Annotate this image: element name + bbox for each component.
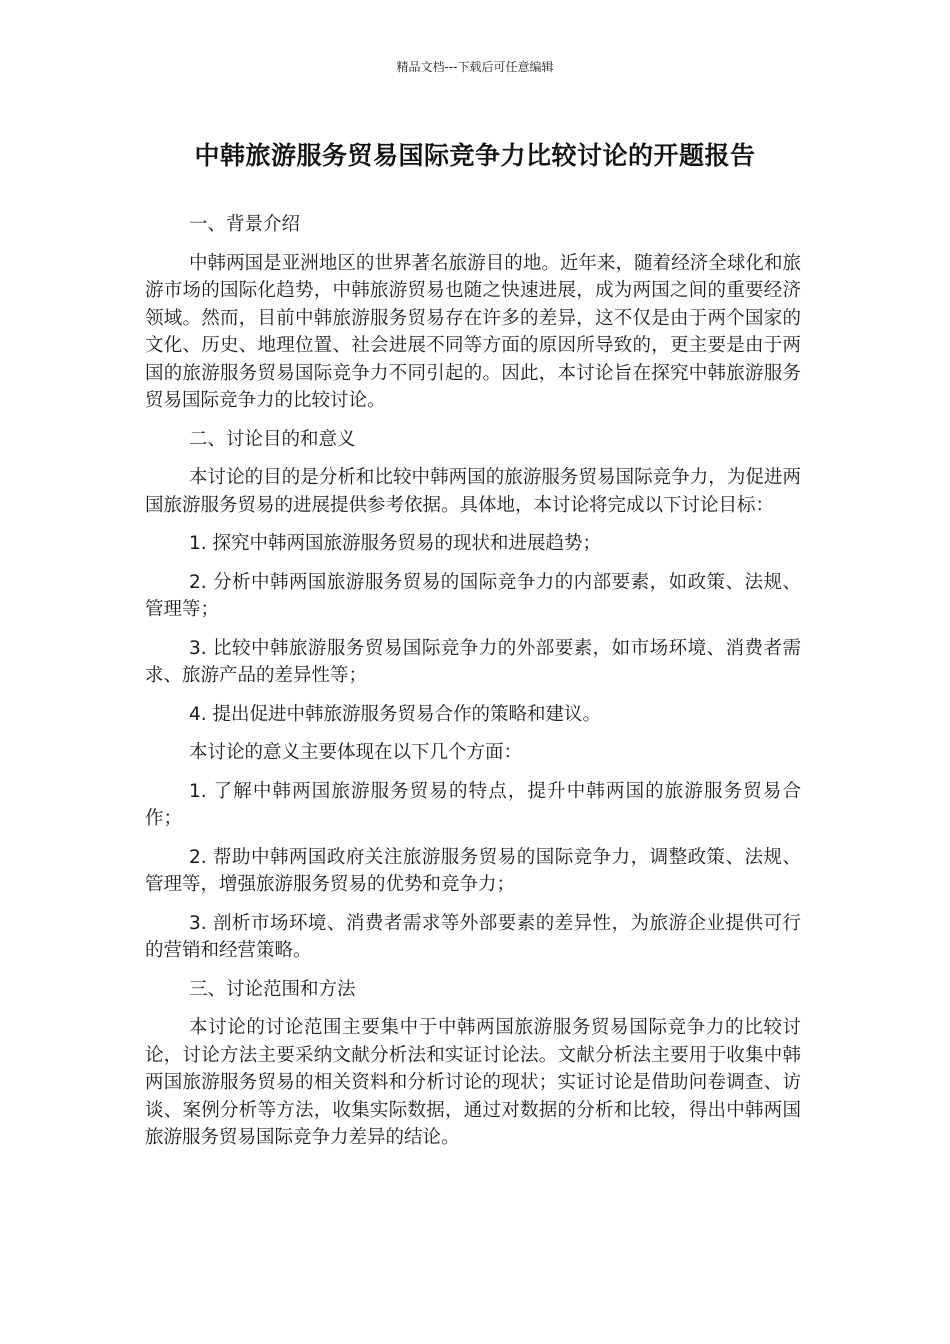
goal-item-2: 2. 分析中韩两国旅游服务贸易的国际竞争力的内部要素，如政策、法规、管理等； (145, 571, 801, 620)
section-heading-purpose: 二、讨论目的和意义 (189, 428, 356, 450)
document-title: 中韩旅游服务贸易国际竞争力比较讨论的开题报告 (194, 141, 756, 170)
section-heading-scope: 三、讨论范围和方法 (189, 978, 356, 1000)
significance-item-1: 1. 了解中韩两国旅游服务贸易的特点，提升中韩两国的旅游服务贸易合作； (145, 780, 801, 829)
goal-item-1: 1. 探究中韩两国旅游服务贸易的现状和进展趋势； (189, 533, 602, 554)
goal-item-4: 4. 提出促进中韩旅游服务贸易合作的策略和建议。 (189, 703, 602, 725)
paragraph-background: 中韩两国是亚洲地区的世界著名旅游目的地。近年来，随着经济全球化和旅游市场的国际化趋势，中韩旅游贸易也随之快速进展，成为两国之间的重要经济领域。然而，目前中韩旅游服务贸易存在许多的差异，这不仅是由于两个国家的文化、历史、地理位置、社会进展不同等方面的原因所导致的，更主要是由于两国的旅游服务贸易国际竞争力不同引起的。因此，本讨论旨在探究中韩旅游服务贸易国际竞争力的比较讨论。 (145, 252, 801, 411)
significance-item-3: 3. 剖析市场环境、消费者需求等外部要素的差异性，为旅游企业提供可行的营销和经营策略。 (145, 912, 801, 961)
paragraph-scope: 本讨论的讨论范围主要集中于中韩两国旅游服务贸易国际竞争力的比较讨论，讨论方法主要采纳文献分析法和实证讨论法。文献分析法主要用于收集中韩两国旅游服务贸易的相关资料和分析讨论的现状；实证讨论是借助问卷调查、访谈、案例分析等方法，收集实际数据，通过对数据的分析和比较，得出中韩两国旅游服务贸易国际竞争力差异的结论。 (145, 1017, 801, 1148)
paragraph-significance-intro: 本讨论的意义主要体现在以下几个方面： (189, 742, 523, 763)
significance-item-2: 2. 帮助中韩两国政府关注旅游服务贸易的国际竞争力，调整政策、法规、管理等，增强旅游服务贸易的优势和竞争力； (145, 846, 801, 895)
goal-item-3: 3. 比较中韩旅游服务贸易国际竞争力的外部要素，如市场环境、消费者需求、旅游产品的差异性等； (145, 637, 801, 686)
header-note: 精品文档---下载后可任意编辑 (396, 60, 554, 74)
section-heading-background: 一、背景介绍 (189, 214, 301, 235)
document-body (145, 211, 801, 1163)
paragraph-purpose-intro: 本讨论的目的是分析和比较中韩两国的旅游服务贸易国际竞争力，为促进两国旅游服务贸易的进展提供参考依据。具体地，本讨论将完成以下讨论目标： (145, 467, 801, 516)
